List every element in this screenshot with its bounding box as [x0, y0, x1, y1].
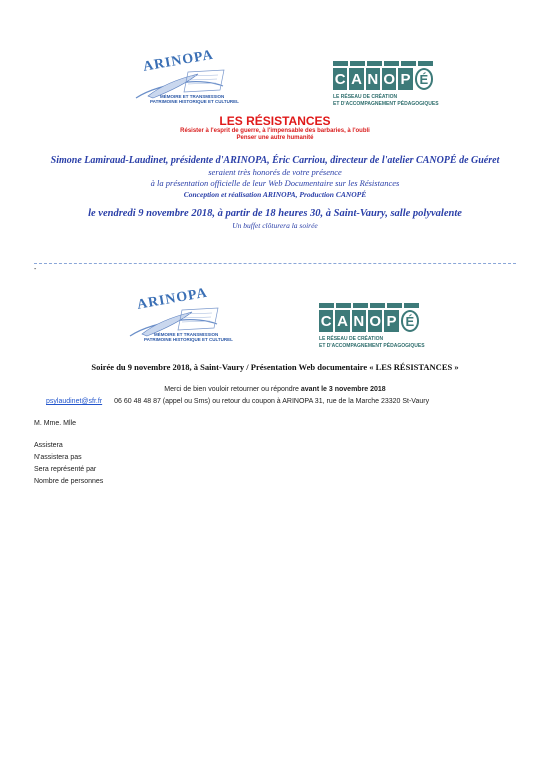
invitation-date-line: le vendredi 9 novembre 2018, à partir de 18 heures 30, à Saint-Vaury, salle polyvalente	[88, 208, 462, 219]
arinopa-logo-top	[128, 47, 248, 110]
canope-tagline-2: ET D'ACCOMPAGNEMENT PÉDAGOGIQUES	[319, 343, 425, 349]
invitation-hosts: Simone Lamiraud-Laudinet, présidente d'ARINOPA, Éric Carriou, directeur de l'atelier CANOPÉ de Guéret	[50, 155, 500, 166]
invitation-subtitle-1: Résister à l'esprit de guerre, à l'impensable des barbaries, à l'oubli	[180, 128, 370, 134]
field-nassistera-pas: N'assistera pas	[34, 454, 82, 461]
canope-logo-bottom	[319, 303, 459, 351]
field-nombre-personnes: Nombre de personnes	[34, 478, 104, 485]
invitation-title: LES RÉSISTANCES	[219, 114, 331, 128]
arinopa-tagline-1: MÉMOIRE ET TRANSMISSION	[154, 332, 219, 337]
canope-letter: O	[382, 68, 396, 90]
canope-tagline-2: ET D'ACCOMPAGNEMENT PÉDAGOGIQUES	[333, 101, 439, 107]
canope-tagline-1: LE RÉSEAU DE CRÉATION	[319, 336, 384, 342]
invitation-credits-line: Conception et réalisation ARINOPA, Production CANOPÉ	[183, 190, 367, 199]
contact-details: 06 60 48 48 87 (appel ou Sms) ou retour du coupon à ARINOPA 31, rue de la Marche 23320 St-Vaury	[114, 398, 430, 405]
invitation-buffet-line: Un buffet clôturera la soirée	[232, 221, 318, 230]
reply-line	[0, 386, 550, 393]
dashed-separator	[34, 263, 516, 264]
canope-top-bar	[319, 303, 419, 308]
invitation-honored-line: seraient très honorés de votre présence	[208, 167, 342, 177]
civility-line: M. Mme. Mlle	[34, 420, 76, 427]
arinopa-tagline-1: MÉMOIRE ET TRANSMISSION	[160, 94, 225, 99]
invitation-presentation-line: à la présentation officielle de leur Web Documentaire sur les Résistances	[150, 178, 400, 188]
canope-letter: N	[352, 310, 366, 332]
coupon-title: Soirée du 9 novembre 2018, à Saint-Vaury / Présentation Web documentaire « LES RÉSISTANCES »	[91, 362, 459, 372]
arinopa-tagline-2: PATRIMOINE HISTORIQUE ET CULTUREL	[150, 99, 239, 104]
reply-prefix: Merci de bien vouloir retourner ou répondre	[164, 386, 301, 393]
contact-line	[46, 398, 429, 405]
arinopa-logo-bottom	[122, 285, 242, 348]
canope-letters	[319, 310, 419, 332]
canope-letter: N	[366, 68, 380, 90]
canope-letter: O	[368, 310, 382, 332]
separator-mark: -	[34, 266, 37, 273]
canope-letter: C	[333, 68, 347, 90]
canope-letters	[333, 68, 433, 90]
invitation-subtitle-2: Penser une autre humanité	[236, 135, 314, 141]
canope-letter: C	[319, 310, 333, 332]
canope-letter: P	[384, 310, 398, 332]
arinopa-wordmark: ARINOPA	[136, 285, 209, 313]
canope-letter: A	[335, 310, 349, 332]
reply-deadline: avant le 3 novembre 2018	[300, 386, 386, 393]
canope-letter: P	[398, 68, 412, 90]
canope-letter: A	[349, 68, 363, 90]
canope-top-bar	[333, 61, 433, 66]
canope-logo-top	[333, 61, 473, 109]
field-assistera: Assistera	[34, 442, 63, 449]
canope-tagline-1: LE RÉSEAU DE CRÉATION	[333, 94, 398, 100]
arinopa-tagline-2: PATRIMOINE HISTORIQUE ET CULTUREL	[144, 337, 233, 342]
field-represente-par: Sera représenté par	[34, 466, 97, 473]
arinopa-wordmark: ARINOPA	[142, 47, 215, 75]
canope-letter: É	[401, 310, 419, 332]
canope-letter: É	[415, 68, 433, 90]
email-link[interactable]: psylaudinet@sfr.fr	[46, 398, 103, 405]
